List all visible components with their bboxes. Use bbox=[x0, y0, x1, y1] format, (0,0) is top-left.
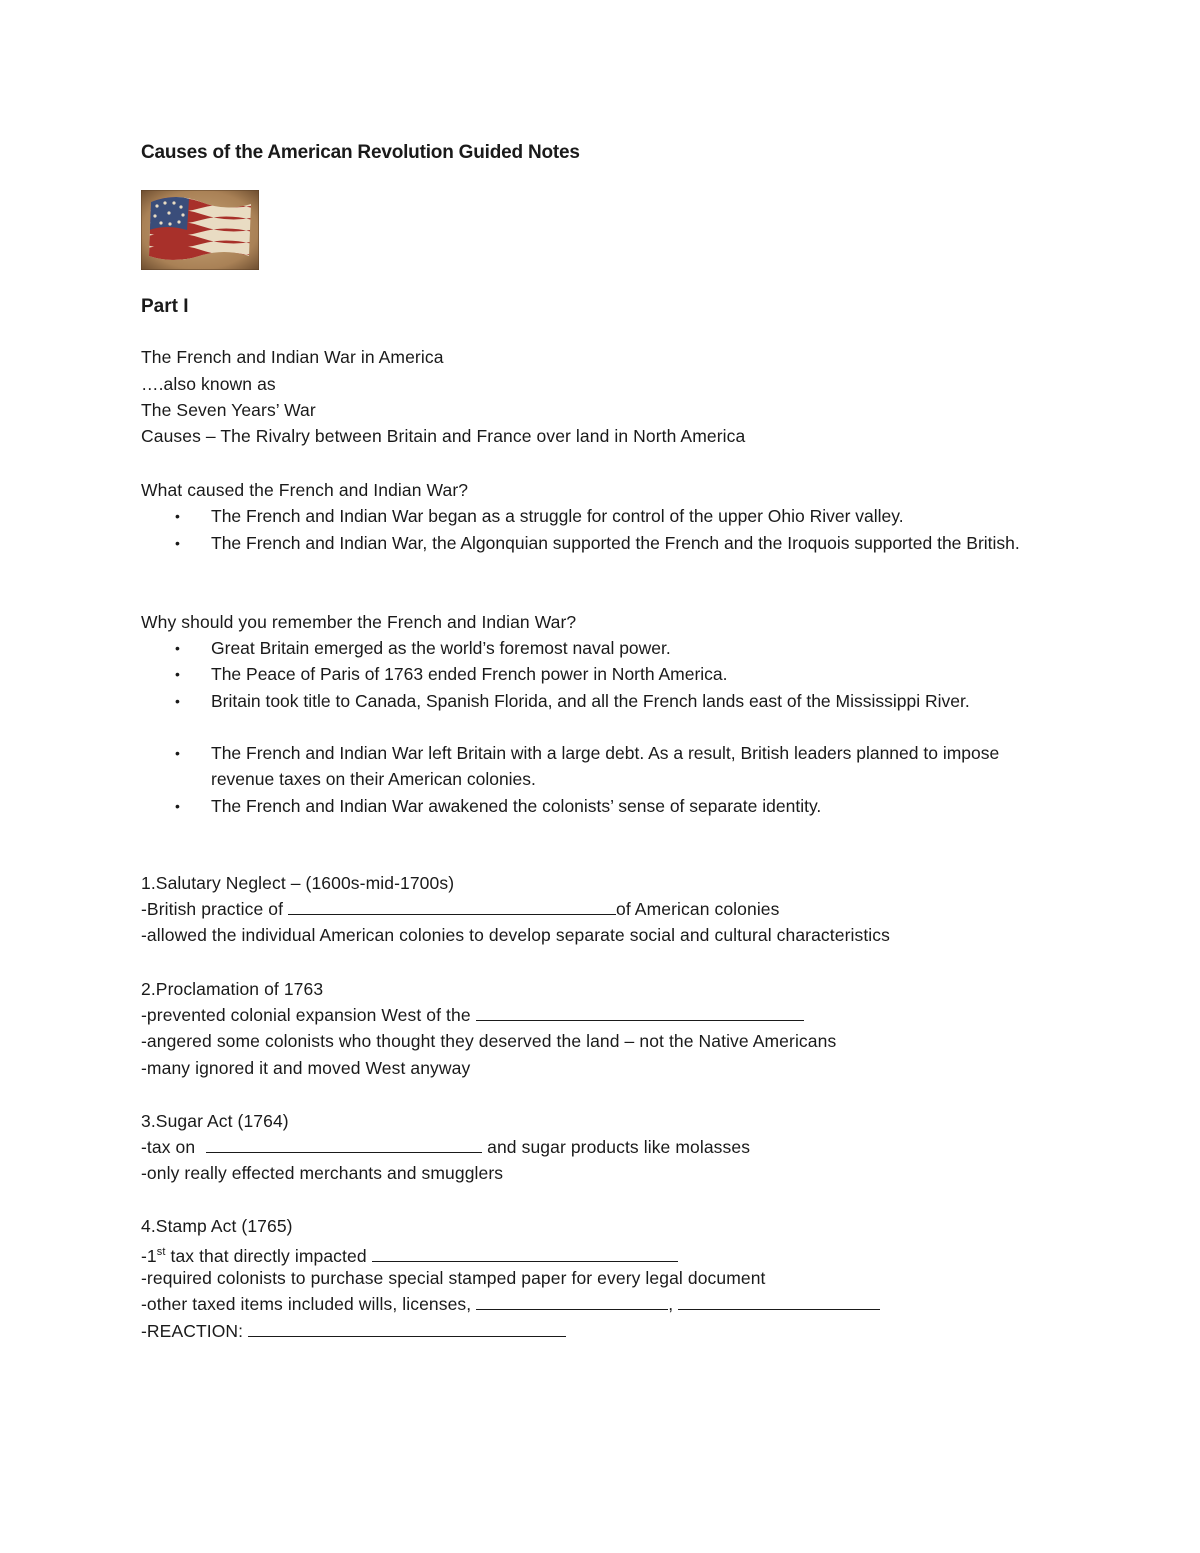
salutary-neglect-line-1: -British practice of of American colonies bbox=[141, 896, 780, 922]
question-causes: What caused the French and Indian War? bbox=[141, 480, 469, 500]
section-heading-stamp-act: 4.Stamp Act (1765) bbox=[141, 1216, 293, 1236]
bullet-icon: • bbox=[175, 745, 180, 761]
document-title: Causes of the American Revolution Guided Notes bbox=[141, 142, 580, 163]
intro-line-1: The French and Indian War in America bbox=[141, 347, 444, 367]
intro-line-3: The Seven Years’ War bbox=[141, 400, 316, 420]
worksheet-page: Causes of the American Revolution Guided Notes Part I The French and Indian War in America ….also known as The Seven Years’ War Causes – The Rivalry between Britain and France over land in North America What caused the French and Indian War? • The French and Indian War began as a struggle for control of the upper Ohio River valley. • The French and Indian War, the Algonquian supported the French and the Iroquois supported the British. Why should you remember the French and Indian War? • Great Britain emerged as the world’s foremost naval power. • The Peace of Paris of 1763 ended French power in North America. • Britain took title to Canada, Spanish Florida, and all the French lands east of the Mississippi River. • The French and Indian War left Britain with a large debt. As a result, British leaders planned to impose revenue taxes on their American colonies. • The French and Indian War awakened the colonists’ sense of separate identity. 1.Salutary Neglect – (1600s-mid-1700s) -British practice of of American colonies -allowed the individual American colonies to develop separate social and cultural characteristics 2.Proclamation of 1763 -prevented colonial expansion West of the -angered some colonists who thought they deserved the land – not the Native Americans -many ignored it and moved West anyway 3.Sugar Act (1764) -tax on and sugar products like molasses -only really effected merchants and smugglers 4.Stamp Act (1765) -1st tax that directly impacted -required colonists to purchase special stamped paper for every legal document -other taxed items included wills, licenses, , -REACTION: bbox=[0, 0, 1200, 1553]
sugar-act-line-1: -tax on and sugar products like molasses bbox=[141, 1134, 750, 1160]
fill-in-blank[interactable] bbox=[476, 1002, 804, 1021]
fill-in-blank[interactable] bbox=[678, 1291, 880, 1310]
stamp-act-line-4: -REACTION: bbox=[141, 1318, 566, 1344]
fill-in-blank[interactable] bbox=[248, 1318, 566, 1337]
fill-in-blank[interactable] bbox=[476, 1291, 668, 1310]
section-heading-proclamation: 2.Proclamation of 1763 bbox=[141, 979, 324, 999]
proclamation-line-1: -prevented colonial expansion West of the bbox=[141, 1002, 804, 1028]
part-heading: Part I bbox=[141, 296, 189, 317]
fill-in-blank[interactable] bbox=[206, 1134, 482, 1153]
sugar-act-line-2: -only really effected merchants and smugglers bbox=[141, 1163, 504, 1183]
bullet-icon: • bbox=[175, 508, 180, 524]
fill-in-blank[interactable] bbox=[288, 896, 616, 915]
proclamation-line-3: -many ignored it and moved West anyway bbox=[141, 1058, 471, 1078]
stamp-act-line-2: -required colonists to purchase special stamped paper for every legal document bbox=[141, 1268, 766, 1288]
bullet-icon: • bbox=[175, 640, 180, 656]
section-heading-salutary-neglect: 1.Salutary Neglect – (1600s-mid-1700s) bbox=[141, 873, 455, 893]
intro-line-4: Causes – The Rivalry between Britain and France over land in North America bbox=[141, 426, 746, 446]
bullet-icon: • bbox=[175, 798, 180, 814]
bullet-icon: • bbox=[175, 666, 180, 682]
bullet-icon: • bbox=[175, 535, 180, 551]
american-flag-image bbox=[141, 190, 259, 270]
stamp-act-line-1: -1st tax that directly impacted bbox=[141, 1239, 678, 1269]
bullet-icon: • bbox=[175, 693, 180, 709]
proclamation-line-2: -angered some colonists who thought they deserved the land – not the Native Americans bbox=[141, 1031, 837, 1051]
intro-line-2: ….also known as bbox=[141, 374, 276, 394]
question-remember: Why should you remember the French and Indian War? bbox=[141, 612, 577, 632]
stamp-act-line-3: -other taxed items included wills, licenses, , bbox=[141, 1291, 880, 1317]
salutary-neglect-line-2: -allowed the individual American colonies to develop separate social and cultural characteristics bbox=[141, 925, 890, 945]
fill-in-blank[interactable] bbox=[372, 1243, 678, 1262]
section-heading-sugar-act: 3.Sugar Act (1764) bbox=[141, 1111, 289, 1131]
